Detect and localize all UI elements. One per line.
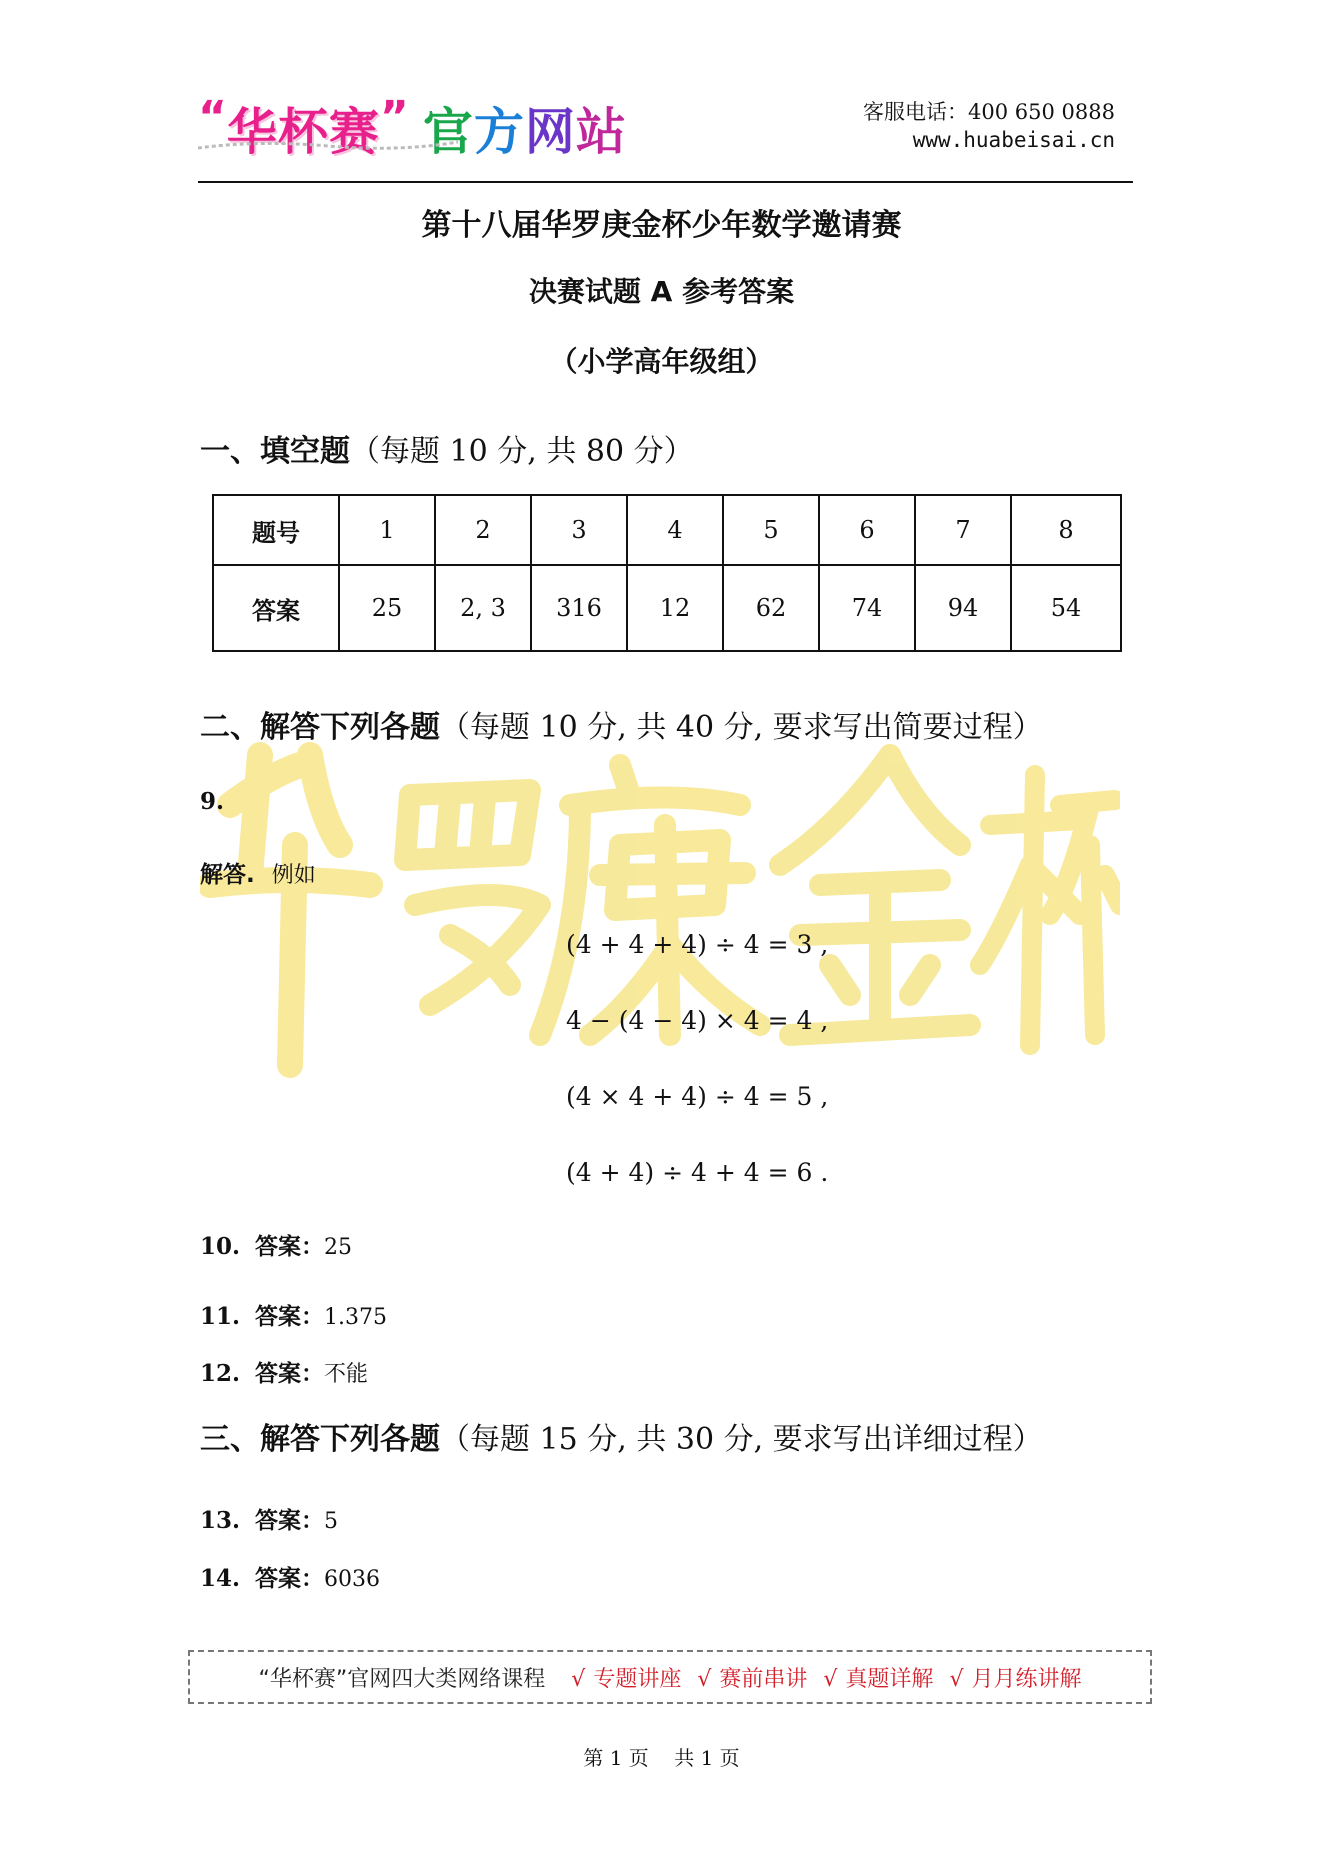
main-title: 第十八届华罗庚金杯少年数学邀请赛 (421, 208, 902, 243)
section1-note: （每题 10 分, 共 80 分） (350, 434, 694, 469)
logo-quote-open: “ (198, 92, 227, 143)
ad-item-monthly[interactable]: √ 月月练讲解 (949, 1666, 1082, 1692)
answer-value: 5 (324, 1509, 339, 1534)
check-icon: √ (949, 1666, 964, 1692)
table-cell: 25 (339, 565, 435, 651)
equation: (4 + 4) ÷ 4 + 4 = 6 . (566, 1158, 829, 1187)
answer-table (212, 494, 1122, 652)
question-11 (200, 1298, 387, 1331)
section2-heading (200, 702, 1043, 746)
answer-value: 25 (324, 1235, 353, 1260)
table-row (213, 495, 1121, 565)
table-cell: 6 (819, 495, 915, 565)
table-cell: 94 (915, 565, 1011, 651)
check-icon: √ (571, 1666, 586, 1692)
header-divider (198, 181, 1133, 183)
ad-item-topics[interactable]: √ 专题讲座 (571, 1666, 682, 1692)
table-cell: 62 (723, 565, 819, 651)
logo-swoosh-icon (198, 138, 458, 152)
question-number: 11. (200, 1303, 241, 1330)
question-13 (200, 1502, 338, 1535)
table-row (213, 565, 1121, 651)
ad-lead-text: “华杯赛”官网四大类网络课程 (258, 1666, 546, 1692)
answer-label: 解答. (200, 862, 255, 888)
table-cell: 3 (531, 495, 627, 565)
logo-site-text: 官方网站 (423, 92, 627, 164)
section2-note: （每题 10 分, 共 40 分, 要求写出简要过程） (440, 710, 1043, 745)
question-9-answer (200, 856, 316, 889)
ad-item-review[interactable]: √ 赛前串讲 (697, 1666, 808, 1692)
section1-title: 一、填空题 (200, 434, 350, 469)
check-icon: √ (697, 1666, 712, 1692)
table-cell: 2, 3 (435, 565, 531, 651)
question-number: 10. (200, 1233, 241, 1260)
answer-text: 例如 (271, 863, 316, 888)
answer-label: 答案： (255, 1234, 325, 1260)
section1-heading (200, 426, 694, 470)
sub-title: 决赛试题 A 参考答案 (528, 275, 795, 308)
section3-heading (200, 1414, 1043, 1458)
table-cell: 7 (915, 495, 1011, 565)
question-number: 9. (200, 788, 225, 815)
table-cell: 54 (1011, 565, 1121, 651)
table-cell: 4 (627, 495, 723, 565)
question-12 (200, 1355, 368, 1388)
answer-value: 不能 (324, 1362, 369, 1387)
answer-value: 1.375 (324, 1305, 387, 1330)
answer-value: 6036 (324, 1567, 381, 1592)
section3-title: 三、解答下列各题 (200, 1422, 440, 1457)
answer-label: 答案： (255, 1508, 325, 1534)
logo-name: 华杯赛 (226, 103, 380, 161)
check-icon: √ (823, 1666, 838, 1692)
table-header-cell: 题号 (213, 495, 339, 565)
section3-note: （每题 15 分, 共 30 分, 要求写出详细过程） (440, 1422, 1043, 1457)
table-cell: 74 (819, 565, 915, 651)
group-title: （小学高年级组） (549, 345, 774, 378)
question-9-number (200, 788, 224, 815)
answer-label: 答案： (255, 1361, 325, 1387)
equation: (4 × 4 + 4) ÷ 4 = 5 , (566, 1082, 829, 1111)
course-ad-banner[interactable] (188, 1650, 1152, 1704)
question-number: 12. (200, 1360, 241, 1387)
table-cell: 12 (627, 565, 723, 651)
table-cell: 2 (435, 495, 531, 565)
equation: 4 − (4 − 4) × 4 = 4 , (566, 1006, 829, 1035)
website-link[interactable]: www.huabeisai.cn (912, 128, 1115, 152)
question-14 (200, 1560, 380, 1593)
question-number: 14. (200, 1565, 241, 1592)
hotline: 客服电话：400 650 0888 (863, 100, 1115, 124)
table-cell: 1 (339, 495, 435, 565)
answer-label: 答案： (255, 1304, 325, 1330)
equation: (4 + 4 + 4) ÷ 4 = 3 , (566, 930, 829, 959)
answer-label: 答案： (255, 1566, 325, 1592)
logo-quote-close: ” (379, 92, 409, 143)
table-cell: 8 (1011, 495, 1121, 565)
table-header-cell: 答案 (213, 565, 339, 651)
question-10 (200, 1228, 352, 1261)
section2-title: 二、解答下列各题 (200, 710, 440, 745)
ad-item-solutions[interactable]: √ 真题详解 (823, 1666, 934, 1692)
table-cell: 5 (723, 495, 819, 565)
table-cell: 316 (531, 565, 627, 651)
page-number: 第 1 页 共 1 页 (583, 1746, 740, 1770)
question-number: 13. (200, 1507, 241, 1534)
calligraphy-watermark-icon (200, 735, 1120, 1095)
